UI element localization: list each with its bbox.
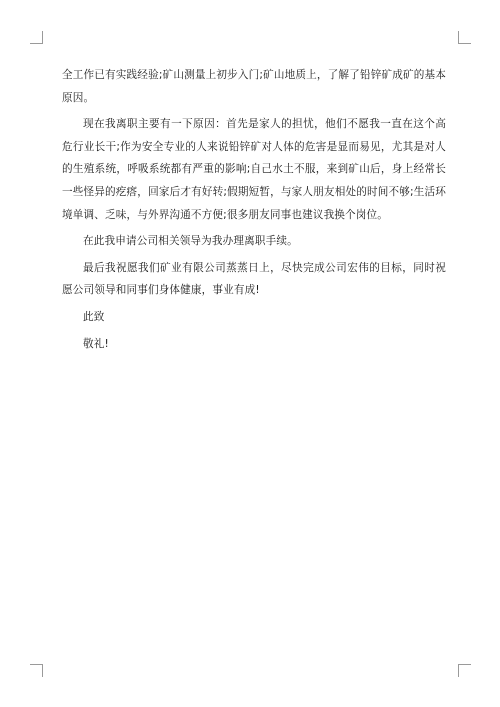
paragraph-request: 在此我申请公司相关领导为我办理离职手续。 <box>83 235 298 248</box>
crop-mark-top-left <box>30 31 43 44</box>
paragraph-experience: 全工作已有实践经验;矿山测量上初步入门;矿山地质上，了解了铅锌矿成矿的基本原因。 <box>62 69 446 104</box>
closing-salutation: 此致 <box>83 310 105 323</box>
paragraph-wishes: 最后我祝愿我们矿业有限公司蒸蒸日上，尽快完成公司宏伟的目标，同时祝愿公司领导和同事们身体健康，事业有成! <box>62 261 446 297</box>
document-body <box>62 64 446 359</box>
closing-regards: 敬礼! <box>83 337 109 350</box>
paragraph-reasons: 现在我离职主要有一下原因：首先是家人的担忧，他们不愿我一直在这个高危行业长干;作为安全专业的人来说铅锌矿对人体的危害是显而易见，尤其是对人的生殖系统，呼吸系统都有严重的影响;自己水土不服，来到矿山后，身上经常长一些怪异的疙瘩，回家后才有好转;假期短暂，与家人朋友相处的时间不够;生活环境单调、乏味，与外界沟通不方便;很多朋友同事也建议我换个岗位。 <box>62 118 446 221</box>
crop-mark-top-right <box>458 31 471 44</box>
crop-mark-bottom-right <box>458 664 471 677</box>
crop-mark-bottom-left <box>30 664 43 677</box>
